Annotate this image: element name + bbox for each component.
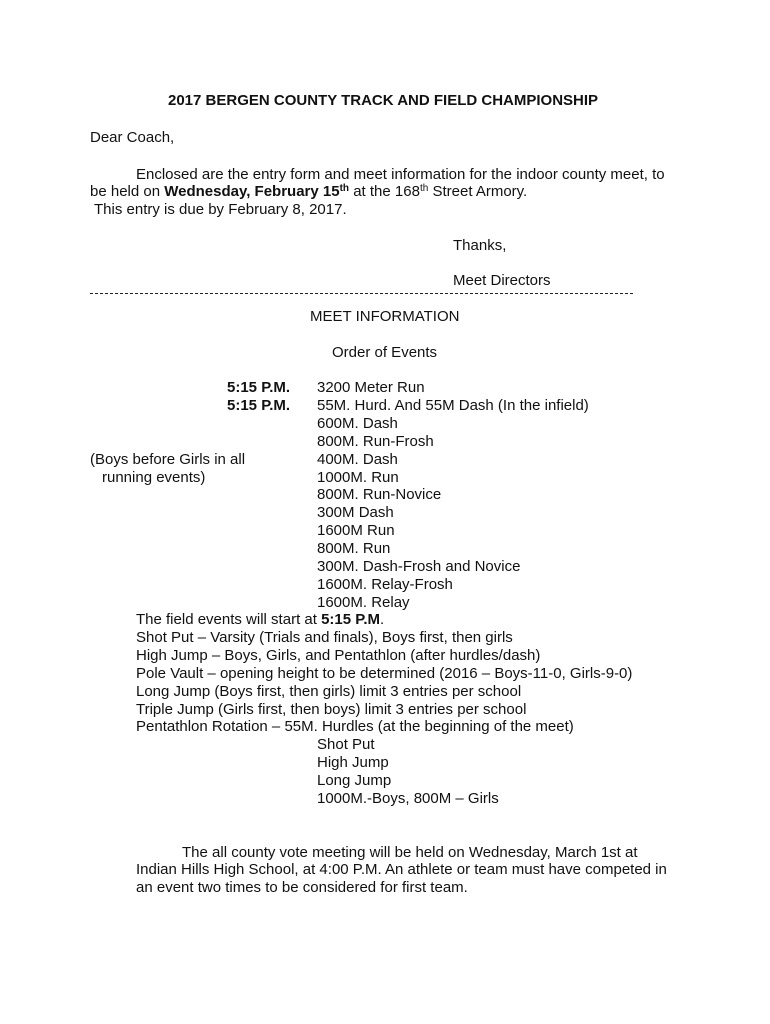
document-title: 2017 BERGEN COUNTY TRACK AND FIELD CHAMPIONSHIP xyxy=(168,92,599,109)
field-event-line: High Jump – Boys, Girls, and Pentathlon (after hurdles/dash) xyxy=(136,647,541,664)
intro-line-2 xyxy=(90,183,527,201)
event-item: 1600M. Relay-Frosh xyxy=(317,576,453,593)
intro-line-1: Enclosed are the entry form and meet information for the indoor county meet, to xyxy=(136,166,665,183)
intro-line-2-mid: at the 168 xyxy=(349,183,420,200)
pentathlon-rotation-item: High Jump xyxy=(317,754,389,771)
event-item: 1600M Run xyxy=(317,522,395,539)
entry-due-line: This entry is due by February 8, 2017. xyxy=(94,201,347,218)
event-item: 1000M. Run xyxy=(317,469,399,486)
field-event-line: Shot Put – Varsity (Trials and finals), Boys first, then girls xyxy=(136,629,513,646)
vote-meeting-line: an event two times to be considered for first team. xyxy=(136,879,468,896)
pentathlon-rotation-item: Shot Put xyxy=(317,736,375,753)
event-time: 5:15 P.M. xyxy=(227,397,291,414)
event-item: 1600M. Relay xyxy=(317,594,410,611)
meet-date: Wednesday, February 15 xyxy=(164,183,340,200)
pentathlon-rotation-item: Long Jump xyxy=(317,772,392,789)
street-suffix: th xyxy=(419,183,429,194)
field-start-prefix: The field events will start at xyxy=(136,611,322,628)
field-event-line: Pentathlon Rotation – 55M. Hurdles (at the beginning of the meet) xyxy=(136,718,574,735)
salutation: Dear Coach, xyxy=(90,129,175,146)
intro-line-2-prefix: be held on xyxy=(90,183,165,200)
order-of-events-heading: Order of Events xyxy=(332,344,438,361)
vote-meeting-line: The all county vote meeting will be held on Wednesday, March 1st at xyxy=(182,844,638,861)
meet-date-suffix: th xyxy=(339,183,350,194)
field-events-start xyxy=(136,611,384,629)
event-item: 300M Dash xyxy=(317,504,394,521)
event-item: 55M. Hurd. And 55M Dash (In the infield) xyxy=(317,397,589,414)
closing-thanks: Thanks, xyxy=(453,237,507,254)
vote-meeting-line: Indian Hills High School, at 4:00 P.M. An athlete or team must have competed in xyxy=(136,861,667,878)
intro-line-2-suffix: Street Armory. xyxy=(428,183,528,200)
section-divider xyxy=(90,293,633,294)
field-event-line: Pole Vault – opening height to be determined (2016 – Boys-11-0, Girls-9-0) xyxy=(136,665,633,682)
pentathlon-rotation-item: 1000M.-Boys, 800M – Girls xyxy=(317,790,499,807)
field-event-line: Triple Jump (Girls first, then boys) limit 3 entries per school xyxy=(136,701,527,718)
event-item: 800M. Run-Novice xyxy=(317,486,442,503)
field-start-time: 5:15 P.M xyxy=(321,611,381,628)
event-item: 300M. Dash-Frosh and Novice xyxy=(317,558,521,575)
event-item: 3200 Meter Run xyxy=(317,379,425,396)
event-item: 600M. Dash xyxy=(317,415,398,432)
running-note-line: running events) xyxy=(102,469,206,486)
field-start-suffix: . xyxy=(380,611,385,628)
running-note-line: (Boys before Girls in all xyxy=(90,451,246,468)
field-event-line: Long Jump (Boys first, then girls) limit 3 entries per school xyxy=(136,683,522,700)
section-heading: MEET INFORMATION xyxy=(310,308,460,325)
event-time: 5:15 P.M. xyxy=(227,379,291,396)
event-item: 800M. Run-Frosh xyxy=(317,433,434,450)
closing-signoff: Meet Directors xyxy=(453,272,551,289)
event-item: 800M. Run xyxy=(317,540,391,557)
event-item: 400M. Dash xyxy=(317,451,398,468)
